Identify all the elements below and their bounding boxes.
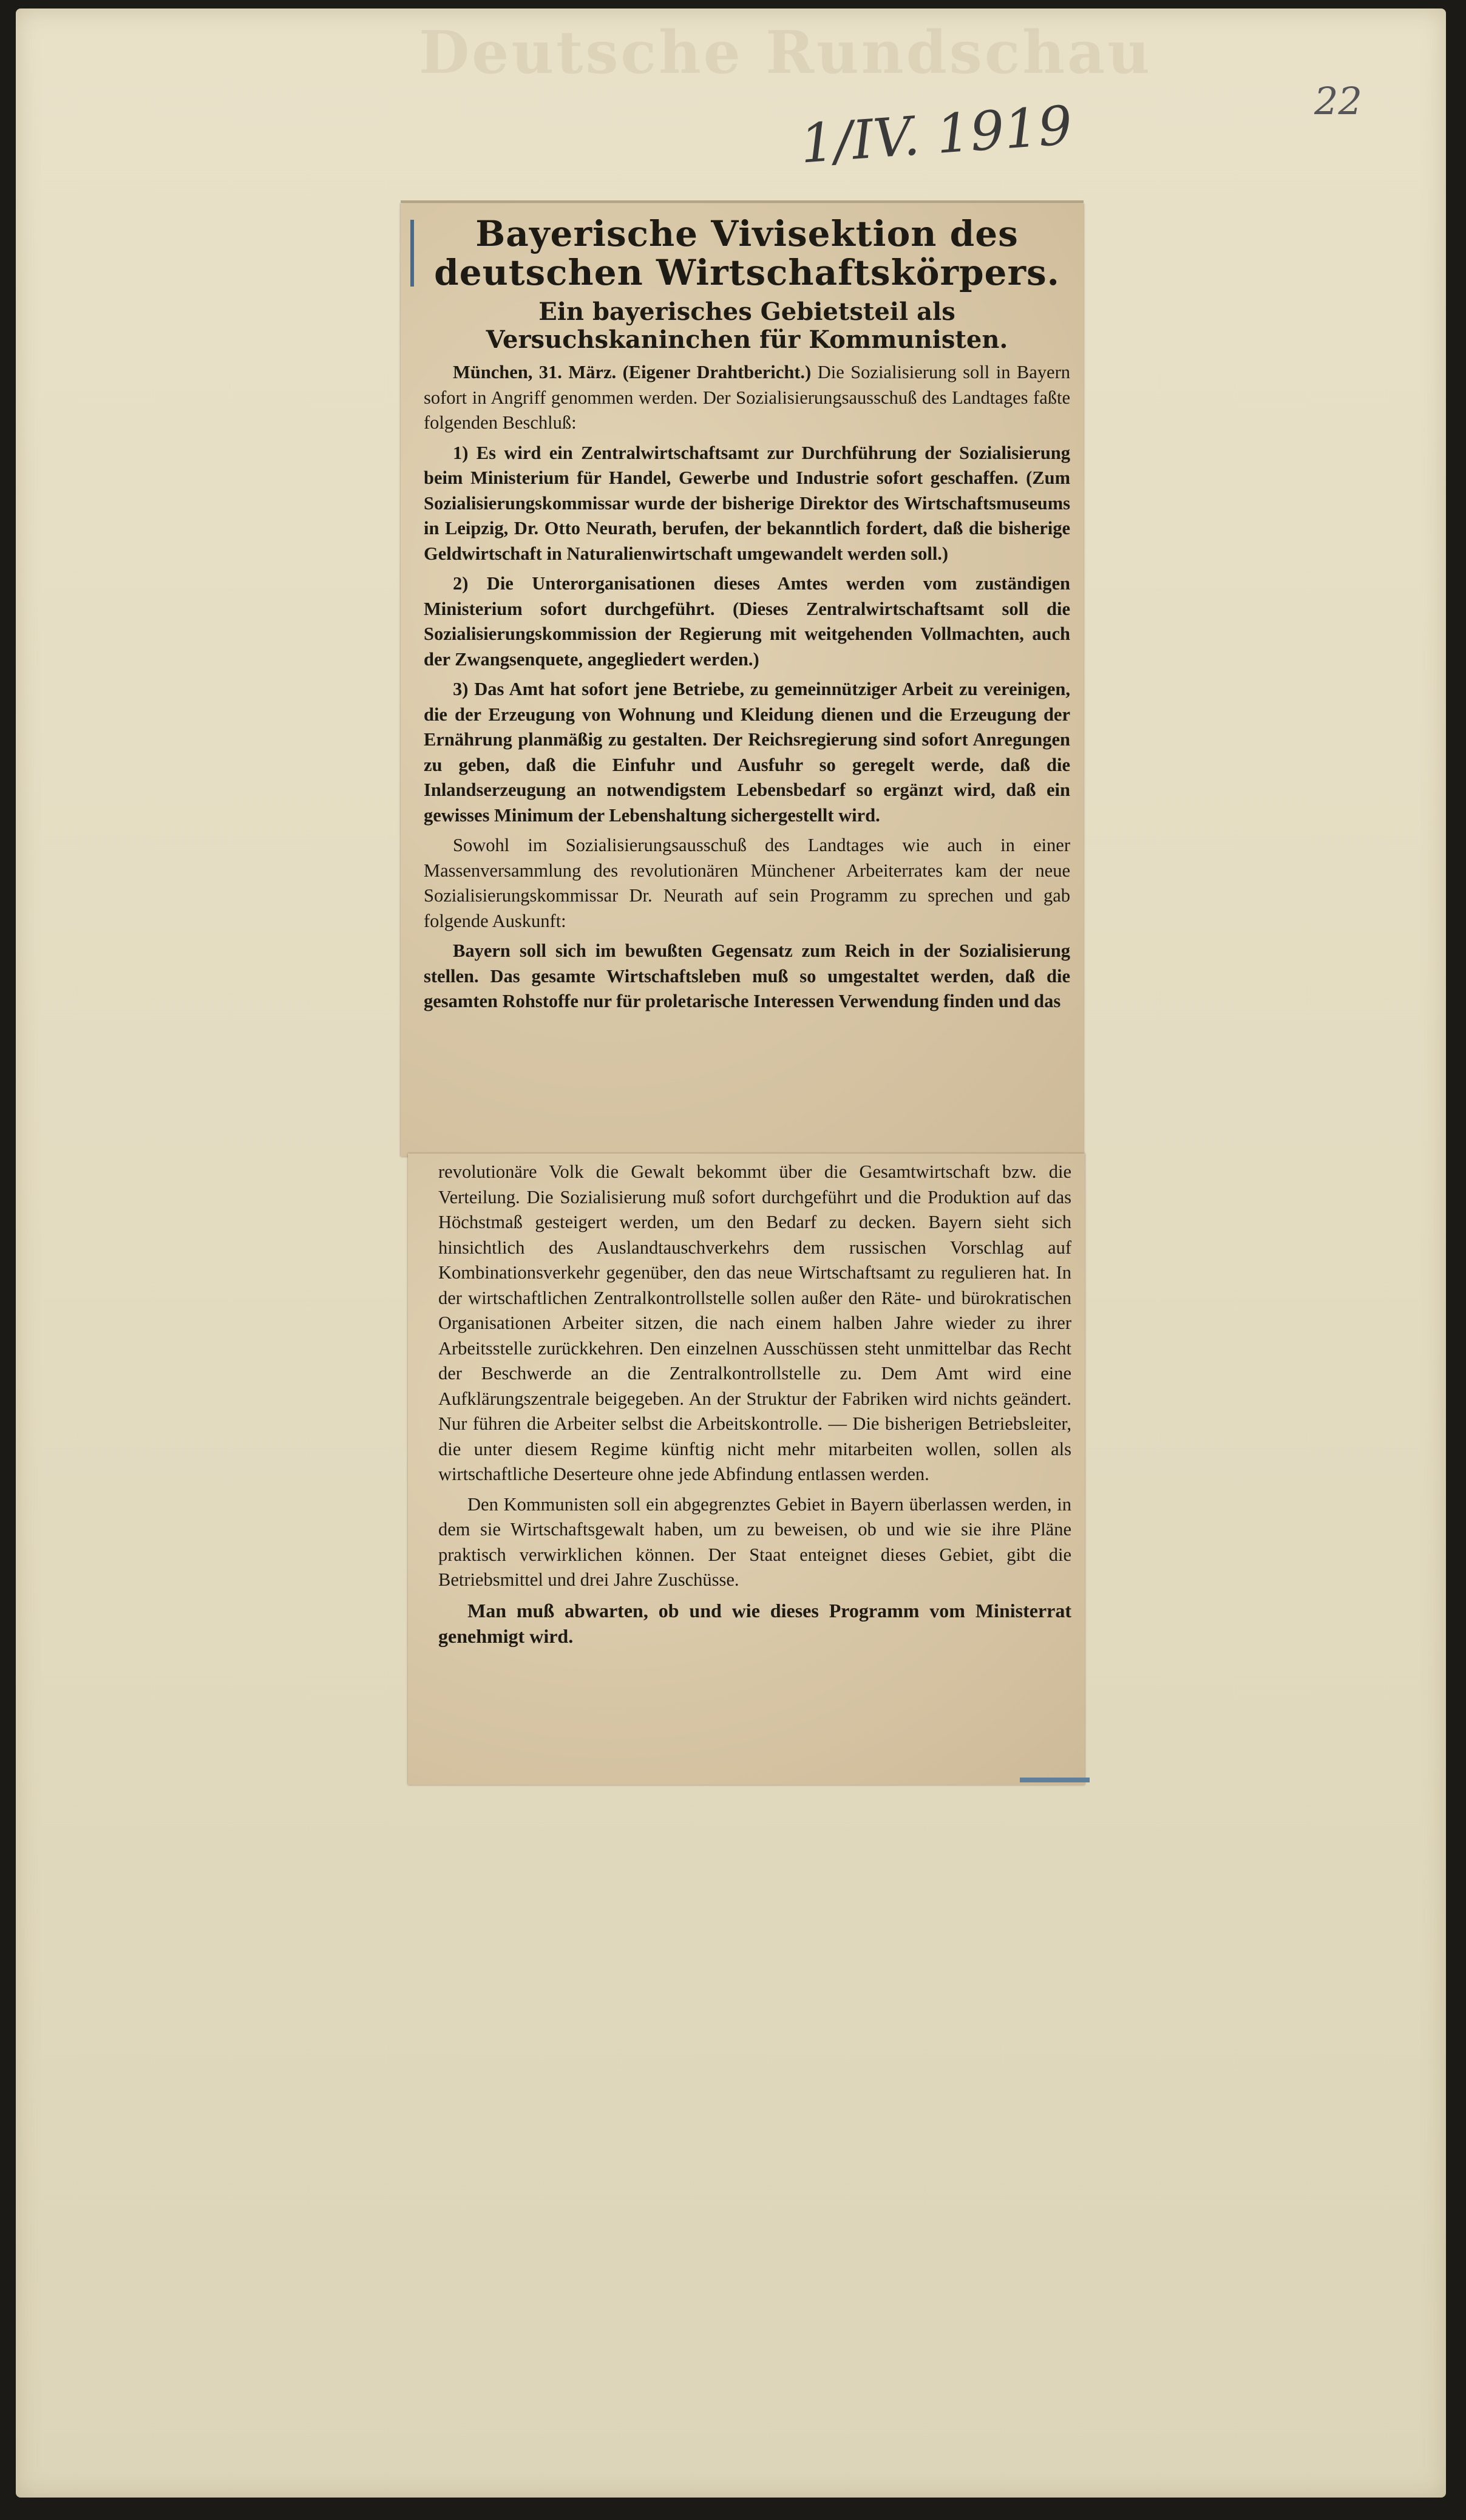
article-lead	[424, 360, 1070, 436]
article-paragraph-5: Bayern soll sich im bewußten Gegensatz zum Reich in der Sozialisierung stellen. Das gesamte Wirtschaftsleben muß so umgestaltet werden, daß die gesamten Rohstoffe nur für proletarische Interessen Verwendung finden und das	[424, 940, 1070, 1011]
clipping-top-edge	[401, 200, 1084, 203]
newspaper-clipping-lower	[408, 1153, 1085, 1785]
masthead-ghost-text: Deutsche Rundschau	[419, 18, 1153, 87]
article-paragraph-7: Den Kommunisten soll ein abgegrenztes Gebiet in Bayern überlassen werden, in dem sie Wirtschaftsgewalt haben, um zu beweisen, ob und wie sie ihre Pläne praktisch verwirklichen können. Der Staat enteignet dieses Gebiet, gibt die Betriebsmittel und drei Jahre Zuschüsse.	[438, 1493, 1071, 1590]
article-subheadline: Ein bayerisches Gebietsteil als Versuchskaninchen für Kommunisten.	[486, 297, 1008, 354]
article-lead-text: Die Sozialisierung soll in Bayern sofort in Angriff genommen werden. Der Sozialisierungsausschuß des Landtages faßte folgenden Beschluß:	[424, 362, 1070, 433]
article-dateline: München, 31. März. (Eigener Drahtbericht.)	[453, 362, 812, 382]
article-point-2: 2) Die Unterorganisationen dieses Amtes werden vom zuständigen Ministerium sofort durchgeführt. (Dieses Zentralwirtschaftsamt soll die Sozialisierungskommission der Regierung mit weitgehenden Vollmachten, auch der Zwangsenquete, angegliedert werden.)	[424, 573, 1070, 670]
article-paragraph-4: Sowohl im Sozialisierungsausschuß des Landtages wie auch in einer Massenversammlung des revolutionären Münchener Arbeiterrates kam der neue Sozialisierungskommissar Dr. Neurath auf sein Programm zu sprechen und gab folgende Auskunft:	[424, 835, 1070, 931]
blue-margin-mark	[410, 220, 414, 287]
article-point-1: 1) Es wird ein Zentralwirtschaftsamt zur Durchführung der Sozialisierung beim Ministerium für Handel, Gewerbe und Industrie sofort geschaffen. (Zum Sozialisierungskommissar wurde der bisherige Direktor des Wirtschaftsmuseums in Leipzig, Dr. Otto Neurath, berufen, der bekanntlich fordert, daß die bisherige Geldwirtschaft in Naturalienwirtschaft umgewandelt werden soll.)	[424, 442, 1070, 564]
article-headline: Bayerische Vivisektion des deutschen Wirtschaftskörpers.	[434, 213, 1060, 293]
article-point-3: 3) Das Amt hat sofort jene Betriebe, zu gemeinnütziger Arbeit zu vereinigen, die der Erzeugung von Wohnung und Kleidung dienen und die Erzeugung der Ernährung planmäßig zu gestalten. Der Reichsregierung sind sofort Anregungen zu geben, daß die Einfuhr und Ausfuhr so geregelt werde, daß die Inlandserzeugung an notwendigstem Lebensbedarf so ergänzt wird, daß ein gewisses Minimum der Lebenshaltung sichergestellt wird.	[424, 679, 1070, 826]
article-closing: Man muß abwarten, ob und wie dieses Programm vom Ministerrat genehmigt wird.	[438, 1599, 1071, 1647]
page-number: 22	[1314, 79, 1362, 123]
blue-edge-mark	[1020, 1778, 1090, 1782]
newspaper-clipping-upper	[401, 203, 1084, 1156]
handwritten-date: 1/IV. 1919	[798, 93, 1074, 175]
article-paragraph-6: revolutionäre Volk die Gewalt bekommt über die Gesamtwirtschaft bzw. die Verteilung. Die Sozialisierung muß sofort durchgeführt und die Produktion auf das Höchstmaß gesteigert werden, um den Bedarf zu decken. Bayern sieht sich hinsichtlich des Auslandtauschverkehrs dem russischen Vorschlag auf Kombinationsverkehr gegenüber, den das neue Wirtschaftsamt zu regulieren hat. In der wirtschaftlichen Zentralkontrollstelle sollen außer den Räte- und bürokratischen Organisationen Arbeiter sitzen, die nach einem halben Jahre wieder zu ihrer Arbeitsstelle zurückkehren. Den einzelnen Ausschüssen steht unmittelbar das Recht der Beschwerde an die Zentralkontrollstelle zu. Dem Amt wird eine Aufklärungszentrale beigegeben. An der Struktur der Fabriken wird nichts geändert. Nur führen die Arbeiter selbst die Arbeitskontrolle. — Die bisherigen Betriebsleiter, die unter diesem Regime künftig nicht mehr mitarbeiten wollen, sollen als wirtschaftliche Deserteure ohne jede Abfindung entlassen werden.	[438, 1161, 1071, 1484]
